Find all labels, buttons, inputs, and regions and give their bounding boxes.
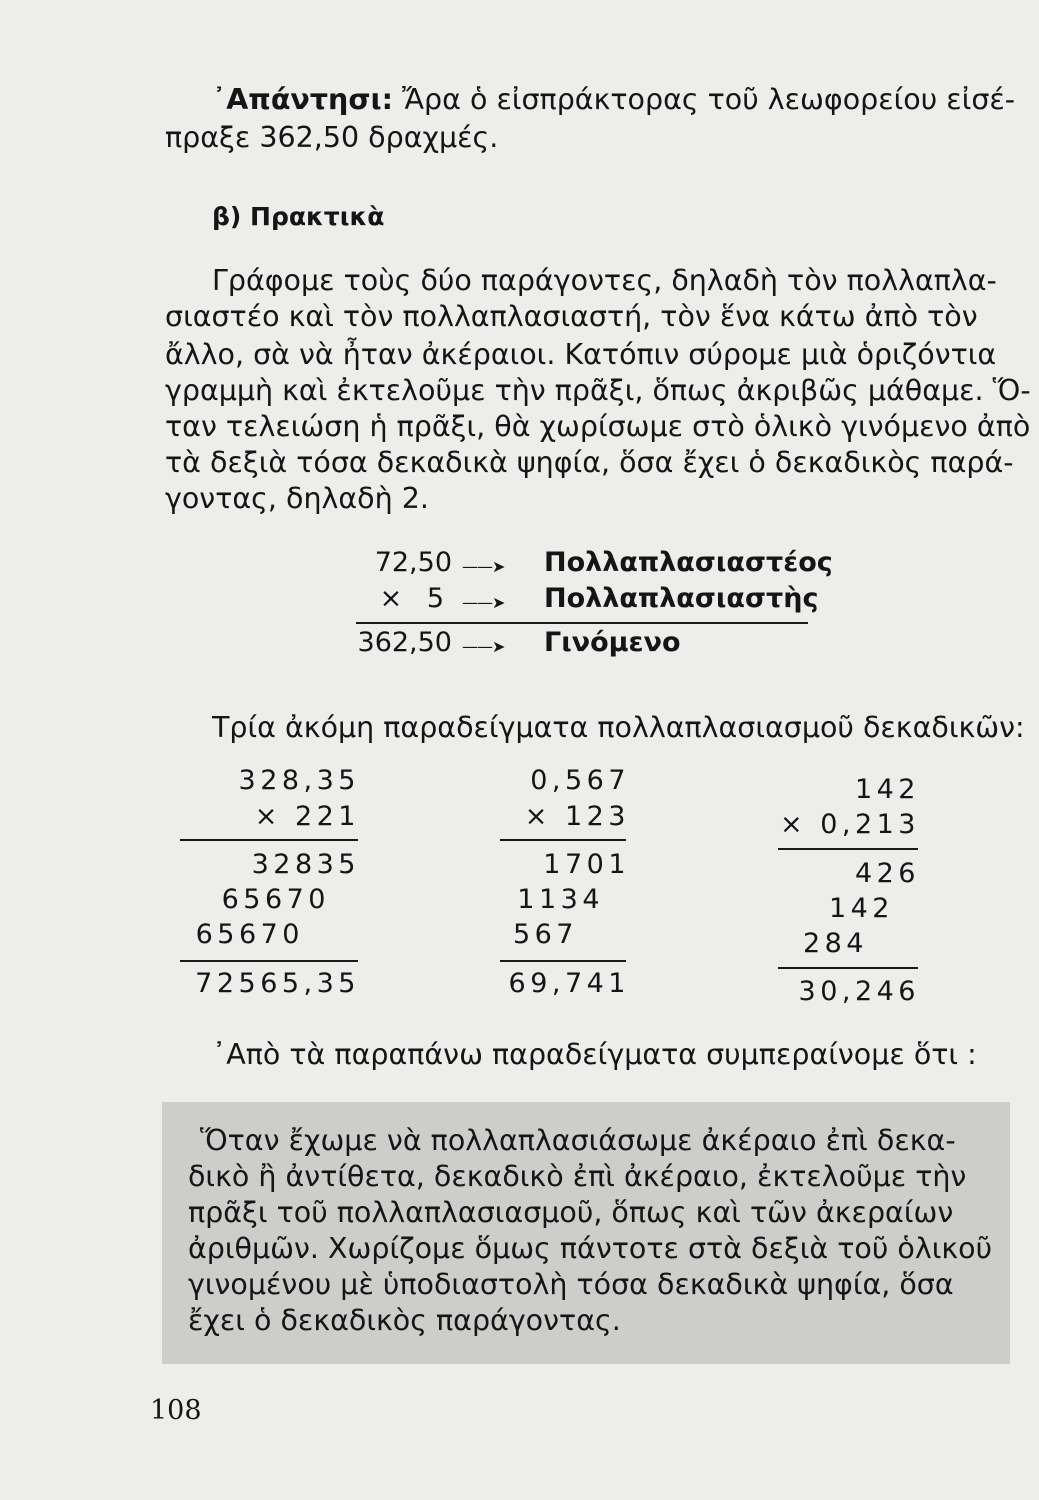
main-multiplier: × 5 (379, 583, 452, 614)
arrow-icon: ——➤ (462, 593, 505, 612)
section-heading: β) Πρακτικὰ (212, 202, 385, 231)
answer-line-2: πραξε 362,50 δραχμές. (165, 121, 499, 154)
ex2-partial-3: 567 (512, 919, 578, 950)
rule-line-4: ἀριθμῶν. Χωρίζομε ὅμως πάντοτε στὰ δεξιὰ τοῦ ὁλικοῦ (188, 1232, 993, 1265)
ex2-multiplier: × 123 (524, 801, 630, 832)
rule-line-2: δικὸ ἢ ἀντίθετα, δεκαδικὸ ἐπὶ ἀκέραιο, ἐκτελοῦμε τὴν (188, 1160, 967, 1193)
answer-text: Ἄρα ὁ εἰσπράκτορας τοῦ λεωφορείου εἰσέ- (393, 83, 1016, 116)
ex3-rule-2 (778, 967, 918, 969)
section-line-4: γραμμὴ καὶ ἐκτελοῦμε τὴν πρᾶξι, ὅπως ἀκριβῶς μάθαμε. Ὅ- (165, 374, 1031, 407)
arrow-icon: ——➤ (462, 637, 505, 656)
section-line-2: σιαστέο καὶ τὸν πολλαπλασιαστή, τὸν ἕνα κάτω ἀπὸ τὸν (165, 300, 978, 333)
arrow-icon: ——➤ (462, 557, 505, 576)
rule-line-5: γινομένου μὲ ὑποδιαστολὴ τόσα δεκαδικὰ ψηφία, ὅσα (188, 1268, 954, 1301)
ex2-partial-2: 1134 (517, 884, 604, 915)
ex3-partial-2: 142 (828, 893, 894, 924)
product-label: Γινόμενο (544, 627, 681, 658)
ex2-partial-1: 1701 (543, 849, 630, 880)
section-line-3: ἄλλο, σὰ νὰ ἦταν ἀκέραιοι. Κατόπιν σύρομε μιὰ ὁριζόντια (165, 338, 997, 371)
conclusion-intro: ᾿Απὸ τὰ παραπάνω παραδείγματα συμπεραίνομε ὅτι : (212, 1038, 977, 1071)
ex2-rule-1 (500, 839, 626, 841)
ex2-multiplicand: 0,567 (530, 765, 630, 796)
rule-line-3: πρᾶξι τοῦ πολλαπλασιασμοῦ, ὅπως καὶ τῶν ἀκεραίων (188, 1196, 954, 1229)
ex1-rule-2 (180, 960, 358, 962)
main-product: 362,50 (357, 627, 452, 658)
ex2-product: 69,741 (508, 968, 630, 999)
section-line-6: τὰ δεξιὰ τόσα δεκαδικὰ ψηφία, ὅσα ἔχει ὁ δεκαδικὸς παρά- (165, 446, 1014, 479)
ex3-multiplier: × 0,213 (779, 809, 920, 840)
rule-line-1: Ὅταν ἔχωμε νὰ πολλαπλασιάσωμε ἀκέραιο ἐπὶ δεκα- (200, 1124, 956, 1157)
ex1-partial-2: 65670 (221, 884, 330, 915)
ex3-product: 30,246 (798, 976, 920, 1007)
ex1-partial-1: 32835 (251, 849, 360, 880)
ex1-partial-3: 65670 (195, 919, 304, 950)
ex3-multiplicand: 142 (854, 774, 920, 805)
examples-intro: Τρία ἀκόμη παραδείγματα πολλαπλασιασμοῦ δεκαδικῶν: (212, 711, 1025, 744)
ex1-product: 72565,35 (195, 968, 360, 999)
rule-box (162, 1102, 1010, 1364)
multiplier-label: Πολλαπλασιαστὴς (544, 583, 819, 614)
ex3-partial-3: 284 (802, 928, 868, 959)
multiplicand-label: Πολλαπλασιαστέος (544, 547, 833, 578)
main-rule (356, 622, 808, 624)
ex3-rule-1 (778, 848, 918, 850)
section-line-5: ταν τελειώση ἡ πρᾶξι, θὰ χωρίσωμε στὸ ὁλικὸ γινόμενο ἀπὸ (165, 410, 1031, 443)
ex2-rule-2 (500, 960, 626, 962)
answer-label: ᾿Απάντησι: (212, 83, 394, 116)
answer-line-1 (212, 83, 1015, 117)
section-line-1: Γράφομε τοὺς δύο παράγοντες, δηλαδὴ τὸν πολλαπλα- (212, 264, 997, 297)
ex1-rule-1 (180, 839, 358, 841)
rule-line-6: ἔχει ὁ δεκαδικὸς παράγοντας. (188, 1304, 621, 1337)
section-line-7: γοντας, δηλαδὴ 2. (165, 482, 429, 515)
ex3-partial-1: 426 (854, 858, 920, 889)
page-number: 108 (150, 1395, 202, 1426)
main-multiplicand: 72,50 (374, 547, 452, 578)
ex1-multiplicand: 328,35 (238, 765, 360, 796)
ex1-multiplier: × 221 (254, 801, 360, 832)
